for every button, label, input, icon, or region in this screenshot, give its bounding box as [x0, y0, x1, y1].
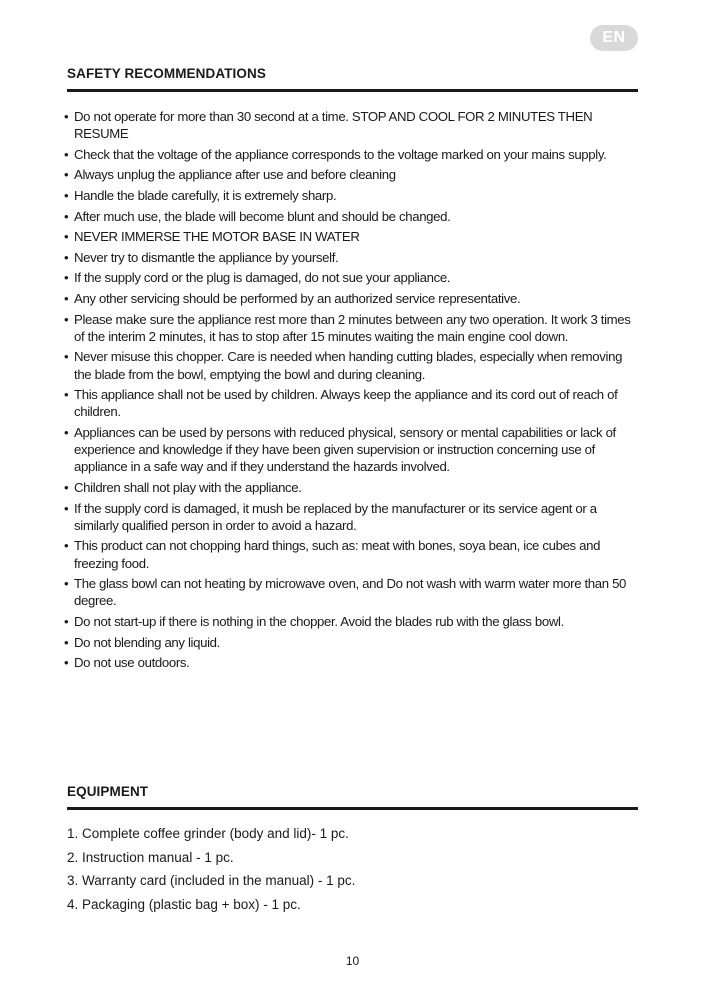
safety-section-title: SAFETY RECOMMENDATIONS — [67, 66, 266, 81]
list-item: • Please make sure the appliance rest more than 2 minutes between any two operation. It work 3 times of the interim 2 minutes, it has to stop after 15 minutes waiting the main engine cool down. — [64, 311, 642, 345]
list-item: • Do not operate for more than 30 second at a time. STOP AND COOL FOR 2 MINUTES THEN RESUME — [64, 108, 642, 142]
list-item: 4. Packaging (plastic bag + box) - 1 pc. — [67, 896, 301, 912]
list-item: 3. Warranty card (included in the manual) - 1 pc. — [67, 873, 356, 888]
safety-divider — [67, 89, 638, 92]
page-number: 10 — [345, 954, 360, 968]
list-item: • Handle the blade carefully, it is extremely sharp. — [64, 187, 642, 204]
list-item: • If the supply cord is damaged, it mush be replaced by the manufacturer or its service agent or a similarly qualified person in order to avoid a hazard. — [64, 500, 642, 534]
equipment-divider — [67, 807, 638, 810]
list-item: • Always unplug the appliance after use and before cleaning — [64, 166, 642, 183]
list-item: • Any other servicing should be performed by an authorized service representative. — [64, 290, 642, 307]
list-item: • After much use, the blade will become blunt and should be changed. — [64, 208, 642, 225]
list-item: • Check that the voltage of the appliance corresponds to the voltage marked on your mains supply. — [64, 146, 642, 163]
list-item: • Do not use outdoors. — [64, 654, 642, 671]
safety-list — [64, 108, 642, 675]
list-item: 1. Complete coffee grinder (body and lid)- 1 pc. — [67, 826, 349, 841]
list-item: • The glass bowl can not heating by microwave oven, and Do not wash with warm water more than 50 degree. — [64, 575, 642, 609]
list-item: • Children shall not play with the appliance. — [64, 479, 642, 496]
equipment-section-title: EQUIPMENT — [67, 784, 149, 799]
list-item: • Never try to dismantle the appliance by yourself. — [64, 249, 642, 266]
list-item: • Do not blending any liquid. — [64, 634, 642, 651]
list-item: • This product can not chopping hard things, such as: meat with bones, soya bean, ice cubes and freezing food. — [64, 537, 642, 571]
equipment-list — [67, 825, 355, 919]
language-badge: EN — [590, 25, 638, 51]
list-item: • Do not start-up if there is nothing in the chopper. Avoid the blades rub with the glass bowl. — [64, 613, 642, 630]
list-item: • This appliance shall not be used by children. Always keep the appliance and its cord out of reach of children. — [64, 386, 642, 420]
list-item: • If the supply cord or the plug is damaged, do not sue your appliance. — [64, 269, 642, 286]
list-item: • Appliances can be used by persons with reduced physical, sensory or mental capabilities or lack of experience and knowledge if they have been given supervision or instruction concerning use of appliance in a safe way and if they understand the hazards involved. — [64, 424, 642, 476]
list-item: 2. Instruction manual - 1 pc. — [67, 849, 234, 865]
list-item: • NEVER IMMERSE THE MOTOR BASE IN WATER — [64, 228, 642, 245]
list-item: • Never misuse this chopper. Care is needed when handing cutting blades, especially when removing the blade from the bowl, emptying the bowl and during cleaning. — [64, 348, 642, 382]
